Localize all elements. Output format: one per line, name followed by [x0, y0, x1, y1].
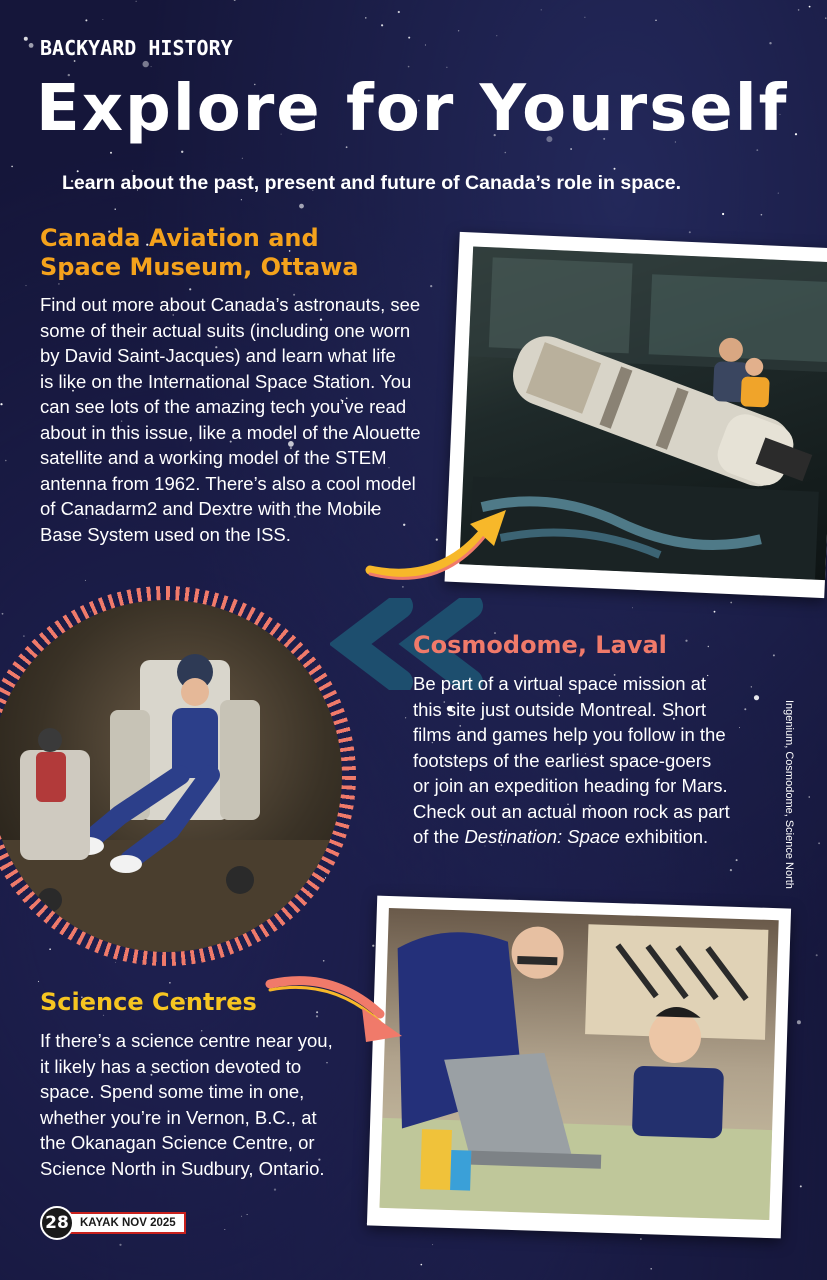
- star: [797, 1020, 801, 1024]
- star: [23, 635, 25, 637]
- body-line: about in this issue, like a model of the Alouette: [40, 421, 421, 443]
- star: [425, 45, 426, 46]
- star: [85, 19, 87, 21]
- star: [825, 18, 826, 19]
- star: [136, 1, 137, 2]
- star: [274, 1189, 276, 1191]
- star: [115, 962, 116, 963]
- star: [247, 1214, 248, 1215]
- star: [778, 193, 779, 194]
- star: [115, 209, 116, 210]
- star: [189, 288, 191, 290]
- star: [365, 17, 366, 18]
- star: [74, 60, 76, 62]
- star: [346, 146, 348, 148]
- star: [685, 640, 687, 642]
- star: [714, 611, 716, 613]
- body-line: by David Saint-Jacques) and learn what life: [40, 345, 396, 366]
- star: [408, 37, 410, 39]
- classroom-illustration: [379, 908, 778, 1220]
- photo-credit: Ingenium, Cosmodome, Science North: [783, 700, 795, 889]
- star: [769, 42, 771, 44]
- star: [708, 646, 709, 647]
- star: [29, 43, 34, 48]
- body-line: the Okanagan Science Centre, or: [40, 1132, 315, 1153]
- star: [143, 61, 149, 67]
- body-line: Base System used on the ISS.: [40, 523, 291, 545]
- body-line: it likely has a section devoted to: [40, 1055, 302, 1077]
- star: [736, 859, 738, 861]
- star: [408, 66, 410, 68]
- star: [224, 1229, 225, 1230]
- curved-arrow-icon: [360, 500, 520, 590]
- star: [809, 796, 810, 797]
- body-line: or join an expedition heading for Mars.: [413, 775, 728, 796]
- star: [241, 199, 242, 200]
- star: [773, 654, 775, 656]
- star: [26, 285, 27, 286]
- body-line: Check out an actual moon rock as part: [413, 800, 730, 822]
- page-title: Explore for Yourself: [36, 72, 789, 146]
- star: [323, 960, 325, 962]
- star: [234, 0, 236, 1]
- star: [0, 403, 2, 405]
- body-line: Be part of a virtual space mission at: [413, 673, 707, 694]
- star: [795, 133, 797, 135]
- science-centre-photo: [367, 896, 791, 1239]
- cosmodome-body: [413, 671, 783, 850]
- body-line: some of their actual suits (including one worn: [40, 319, 411, 341]
- star: [689, 231, 691, 233]
- star: [103, 19, 104, 20]
- body-line: can see lots of the amazing tech you’ve read: [40, 396, 407, 417]
- cosmodome-photo: [0, 600, 342, 952]
- star: [38, 981, 39, 982]
- page-footer: [40, 1211, 186, 1235]
- star: [151, 66, 152, 67]
- science-centres-heading: Science Centres: [40, 988, 257, 1016]
- star: [655, 20, 656, 21]
- star: [816, 954, 818, 956]
- star: [85, 580, 86, 581]
- star: [398, 11, 400, 13]
- body-line: of Canadarm2 and Dextre with the Mobile: [40, 498, 382, 519]
- star: [169, 982, 171, 984]
- star: [421, 1264, 423, 1266]
- star: [541, 9, 542, 10]
- star: [614, 168, 616, 170]
- ottawa-heading-line2: Space Museum, Ottawa: [40, 253, 359, 281]
- star: [58, 283, 60, 285]
- body-text: of the: [413, 826, 465, 847]
- ottawa-heading-line1: Canada Aviation and: [40, 224, 319, 252]
- star: [2, 613, 4, 615]
- star: [584, 17, 585, 18]
- page-subtitle: Learn about the past, present and future of Canada’s role in space.: [62, 172, 682, 194]
- ottawa-heading: [40, 224, 359, 282]
- page-number: 28: [40, 1206, 74, 1240]
- star: [809, 6, 811, 8]
- body-line: footsteps of the earliest space-goers: [413, 749, 712, 771]
- star: [505, 152, 507, 154]
- body-line: Find out more about Canada’s astronauts, see: [40, 294, 421, 315]
- star: [496, 35, 497, 36]
- body-line: space. Spend some time in one,: [40, 1081, 305, 1102]
- space-simulator-illustration: [0, 600, 342, 952]
- body-text: exhibition.: [619, 826, 709, 847]
- star: [242, 158, 243, 159]
- star: [798, 9, 800, 11]
- cosmodome-heading: Cosmodome, Laval: [413, 631, 667, 659]
- star: [640, 1238, 642, 1240]
- star: [458, 30, 459, 31]
- magazine-issue: KAYAK NOV 2025: [60, 1212, 186, 1234]
- star: [119, 1244, 121, 1246]
- star: [110, 152, 112, 154]
- exhibition-name: Destination: Space: [464, 826, 620, 847]
- star: [722, 213, 724, 215]
- body-line: satellite and a working model of the STEM: [40, 447, 387, 468]
- star: [430, 285, 432, 287]
- star: [181, 151, 183, 153]
- science-centres-body: [40, 1028, 360, 1181]
- section-kicker: BACKYARD HISTORY: [40, 36, 233, 60]
- star: [372, 945, 374, 947]
- star: [405, 717, 406, 718]
- star: [570, 148, 572, 150]
- body-line: Science North in Sudbury, Ontario.: [40, 1157, 325, 1179]
- star: [761, 214, 763, 216]
- star: [241, 1216, 242, 1217]
- body-line: antenna from 1962. There’s also a cool model: [40, 472, 416, 494]
- body-line: is like on the International Space Station. You: [40, 370, 412, 392]
- body-line: this site just outside Montreal. Short: [413, 698, 707, 720]
- star: [756, 149, 758, 151]
- star: [446, 67, 447, 68]
- star: [730, 602, 732, 604]
- body-line: If there’s a science centre near you,: [40, 1030, 333, 1051]
- star: [632, 607, 633, 608]
- body-line: whether you’re in Vernon, B.C., at: [40, 1106, 317, 1128]
- star: [11, 166, 13, 168]
- body-line-last: [413, 824, 783, 850]
- star: [818, 842, 820, 844]
- star: [24, 37, 28, 41]
- star: [299, 204, 304, 209]
- star: [650, 1268, 652, 1270]
- star: [730, 869, 732, 871]
- star: [800, 1185, 802, 1187]
- star: [5, 460, 7, 462]
- star: [432, 1244, 433, 1245]
- star: [49, 948, 51, 950]
- body-line: films and games help you follow in the: [413, 724, 726, 745]
- star: [381, 24, 383, 26]
